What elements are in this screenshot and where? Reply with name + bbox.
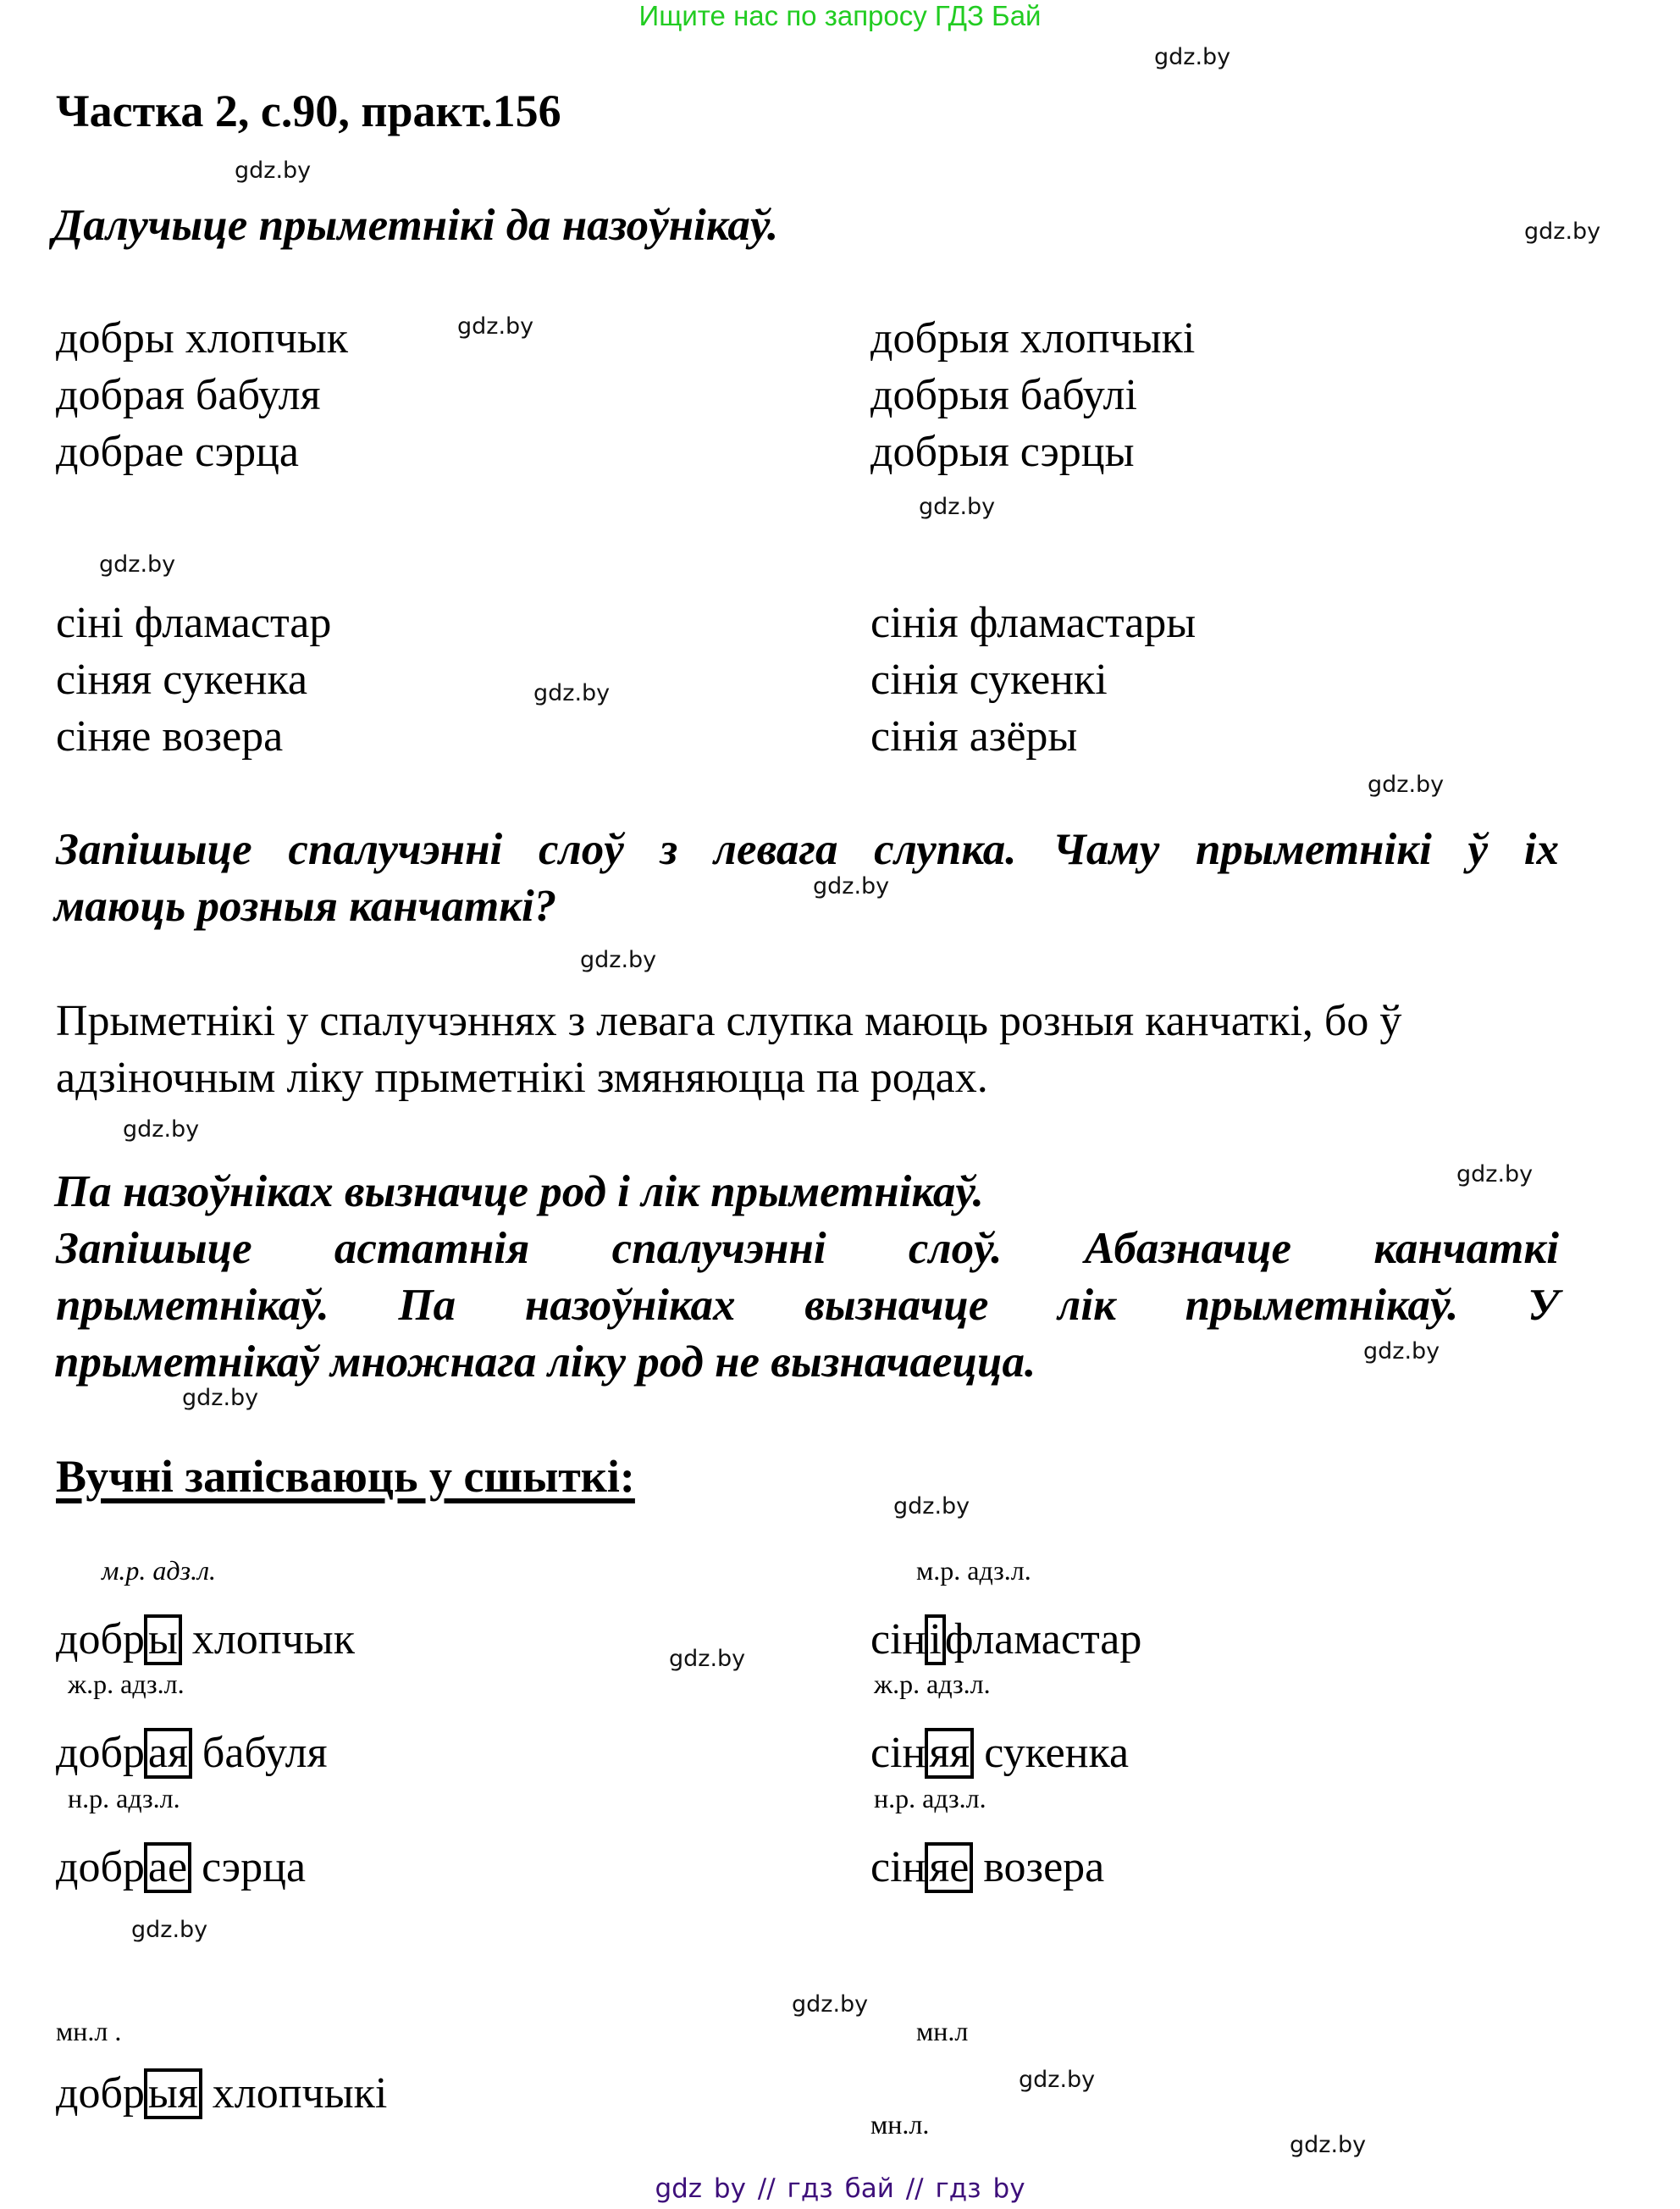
watermark: gdz.by (1290, 2132, 1367, 2158)
word-rest: возера (972, 1843, 1105, 1891)
watermark: gdz.by (235, 158, 312, 184)
word-stem: сін (870, 1615, 926, 1664)
watermark: gdz.by (123, 1116, 200, 1143)
page-title: Частка 2, с.90, практ.156 (56, 86, 561, 136)
word-rest: хлопчык (180, 1615, 355, 1664)
footer-links: gdz by // гдз бай // гдз by (655, 2173, 1025, 2204)
phrase-right: добрыя хлопчыкі (870, 314, 1196, 363)
phrase-left: добры хлопчык (56, 314, 348, 363)
watermark: gdz.by (533, 680, 611, 706)
ending-box: яе (925, 1842, 973, 1893)
word-rest: хлопчыкі (201, 2069, 388, 2118)
task-instruction: прыметнікаў множнага ліку род не вызначаецца. (54, 1337, 1036, 1387)
ending-box: яя (925, 1728, 974, 1779)
watermark: gdz.by (1456, 1161, 1534, 1188)
answer-text: Прыметнікі у спалучэннях з левага слупка маюць розныя канчаткі, бо ў (56, 997, 1402, 1045)
watermark: gdz.by (669, 1646, 746, 1672)
word-rest: бабуля (191, 1729, 328, 1777)
search-hint-banner: Ищите нас по запросу ГДЗ Бай (638, 0, 1042, 31)
grammar-note: мн.л . (56, 2016, 122, 2046)
annotated-phrase (56, 1728, 328, 1779)
word-stem: сін (870, 1729, 926, 1777)
grammar-note: мн.л. (870, 2109, 930, 2140)
annotated-phrase (56, 1614, 355, 1665)
phrase-left: сіні фламастар (56, 599, 332, 647)
grammar-note: ж.р. адз.л. (68, 1669, 185, 1699)
phrase-right: сінія фламастары (870, 599, 1196, 647)
watermark: gdz.by (1019, 2067, 1096, 2093)
task-instruction: маюць розныя канчаткі? (54, 882, 557, 931)
word-stem: добр (56, 2069, 145, 2118)
section-heading: Вучні запісваюць у сшыткі: (56, 1451, 635, 1502)
watermark: gdz.by (131, 1917, 208, 1943)
phrase-right: сінія сукенкі (870, 656, 1108, 704)
watermark: gdz.by (919, 494, 996, 520)
grammar-note: н.р. адз.л. (68, 1783, 180, 1813)
watermark: gdz.by (813, 873, 890, 900)
word-rest: фламастар (944, 1615, 1142, 1664)
phrase-right: добрыя сэрцы (870, 428, 1135, 476)
phrase-left: добрая бабуля (56, 371, 321, 419)
watermark: gdz.by (1524, 219, 1601, 245)
watermark: gdz.by (182, 1385, 259, 1411)
task-instruction: прыметнікаў. Па назоўніках вызначце лік прыметнікаў. У (56, 1281, 1559, 1330)
watermark: gdz.by (99, 551, 176, 578)
grammar-note: м.р. адз.л. (102, 1555, 217, 1586)
task-instruction: Далучыце прыметнікі да назоўнікаў. (52, 201, 779, 250)
task-instruction: Па назоўніках вызначце род і лік прыметнікаў. (54, 1167, 984, 1216)
watermark: gdz.by (1363, 1338, 1440, 1365)
answer-text: адзіночным ліку прыметнікі змяняюцца па родах. (56, 1054, 988, 1102)
phrase-left: добрае сэрца (56, 428, 300, 476)
grammar-note: мн.л (916, 2016, 969, 2046)
phrase-left: сіняя сукенка (56, 656, 308, 704)
phrase-right: сінія азёры (870, 712, 1078, 761)
annotated-phrase (870, 1842, 1104, 1893)
annotated-phrase (870, 1614, 1141, 1665)
annotated-phrase (870, 1728, 1129, 1779)
ending-box: ыя (144, 2068, 202, 2119)
task-instruction: Запішыце астатнія спалучэнні слоў. Абазначце канчаткі (56, 1224, 1559, 1273)
phrase-right: добрыя бабулі (870, 371, 1137, 419)
word-rest: сукенка (973, 1729, 1130, 1777)
watermark: gdz.by (580, 947, 657, 973)
watermark: gdz.by (1368, 772, 1445, 798)
annotated-phrase (56, 1842, 306, 1893)
ending-box: ая (144, 1728, 192, 1779)
phrase-left: сіняе возера (56, 712, 284, 761)
ending-box: ы (144, 1614, 182, 1665)
grammar-note: ж.р. адз.л. (874, 1669, 991, 1699)
watermark: gdz.by (792, 1991, 869, 2018)
task-instruction: Запішыце спалучэнні слоў з левага слупка. Чаму прыметнікі ў іх (56, 825, 1559, 874)
annotated-phrase (56, 2068, 387, 2119)
watermark: gdz.by (457, 313, 534, 340)
word-rest: сэрца (191, 1843, 307, 1891)
word-stem: добр (56, 1615, 145, 1664)
word-stem: добр (56, 1729, 145, 1777)
ending-box: ае (144, 1842, 191, 1893)
ending-box: і (925, 1614, 945, 1665)
word-stem: добр (56, 1843, 145, 1891)
watermark: gdz.by (1154, 44, 1231, 70)
grammar-note: н.р. адз.л. (874, 1783, 986, 1813)
watermark: gdz.by (893, 1493, 970, 1520)
grammar-note: м.р. адз.л. (916, 1555, 1031, 1586)
word-stem: сін (870, 1843, 926, 1891)
